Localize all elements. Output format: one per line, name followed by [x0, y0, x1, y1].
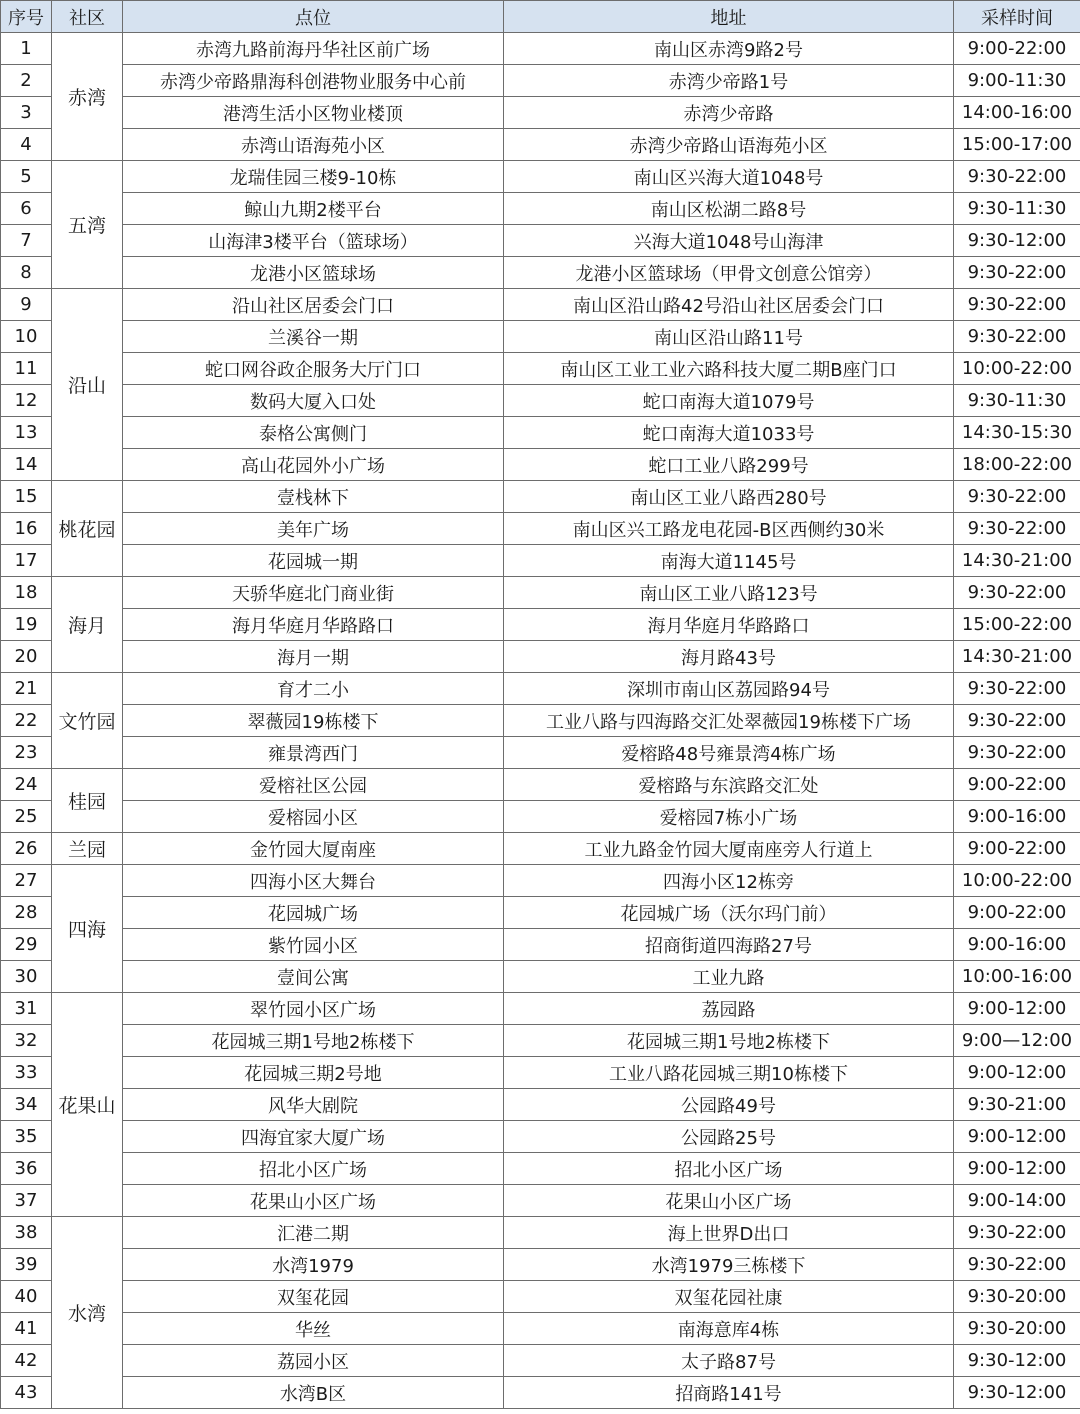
table-row	[1, 673, 1080, 705]
row-index: 11	[1, 353, 52, 385]
point-name: 高山花园外小广场	[123, 449, 504, 481]
address: 赤湾少帝路1号	[504, 65, 954, 97]
sampling-time: 10:00-22:00	[954, 865, 1080, 897]
sampling-time: 9:30-20:00	[954, 1281, 1080, 1313]
row-index: 35	[1, 1121, 52, 1153]
address: 龙港小区篮球场（甲骨文创意公馆旁）	[504, 257, 954, 289]
sampling-time: 9:30-11:30	[954, 385, 1080, 417]
address: 南山区沿山路11号	[504, 321, 954, 353]
table-row	[1, 801, 1080, 833]
point-name: 龙瑞佳园三楼9-10栋	[123, 161, 504, 193]
address: 招北小区广场	[504, 1153, 954, 1185]
sampling-time: 9:00-12:00	[954, 1057, 1080, 1089]
sampling-time: 9:30-22:00	[954, 577, 1080, 609]
community-name: 花果山	[52, 993, 123, 1217]
table-row	[1, 97, 1080, 129]
sampling-time: 14:00-16:00	[954, 97, 1080, 129]
table-row	[1, 737, 1080, 769]
point-name: 花园城三期1号地2栋楼下	[123, 1025, 504, 1057]
table-row	[1, 1313, 1080, 1345]
sampling-time: 9:30-22:00	[954, 1249, 1080, 1281]
point-name: 花园城一期	[123, 545, 504, 577]
table-row	[1, 161, 1080, 193]
table-row	[1, 609, 1080, 641]
point-name: 壹栈林下	[123, 481, 504, 513]
address: 太子路87号	[504, 1345, 954, 1377]
sampling-time: 9:30-20:00	[954, 1313, 1080, 1345]
point-name: 壹间公寓	[123, 961, 504, 993]
table-row	[1, 1249, 1080, 1281]
address: 公园路49号	[504, 1089, 954, 1121]
row-index: 17	[1, 545, 52, 577]
address: 南山区赤湾9路2号	[504, 33, 954, 65]
address: 南海意库4栋	[504, 1313, 954, 1345]
sampling-time: 10:00-22:00	[954, 353, 1080, 385]
sampling-time: 15:00-17:00	[954, 129, 1080, 161]
point-name: 四海小区大舞台	[123, 865, 504, 897]
point-name: 花园城三期2号地	[123, 1057, 504, 1089]
row-index: 1	[1, 33, 52, 65]
table-row	[1, 417, 1080, 449]
row-index: 14	[1, 449, 52, 481]
sampling-time: 9:30-21:00	[954, 1089, 1080, 1121]
address: 花果山小区广场	[504, 1185, 954, 1217]
table-row	[1, 833, 1080, 865]
table-row	[1, 1089, 1080, 1121]
point-name: 招北小区广场	[123, 1153, 504, 1185]
table-row	[1, 961, 1080, 993]
table-row	[1, 289, 1080, 321]
row-index: 12	[1, 385, 52, 417]
row-index: 40	[1, 1281, 52, 1313]
point-name: 赤湾九路前海丹华社区前广场	[123, 33, 504, 65]
sampling-time: 9:00-12:00	[954, 1121, 1080, 1153]
address: 赤湾少帝路	[504, 97, 954, 129]
row-index: 21	[1, 673, 52, 705]
table-row	[1, 225, 1080, 257]
community-name: 沿山	[52, 289, 123, 481]
row-index: 30	[1, 961, 52, 993]
row-index: 23	[1, 737, 52, 769]
table-row	[1, 1345, 1080, 1377]
sampling-time: 9:30-22:00	[954, 481, 1080, 513]
point-name: 海月华庭月华路路口	[123, 609, 504, 641]
sampling-time: 9:00-22:00	[954, 33, 1080, 65]
row-index: 9	[1, 289, 52, 321]
community-name: 赤湾	[52, 33, 123, 161]
address: 海月路43号	[504, 641, 954, 673]
row-index: 2	[1, 65, 52, 97]
table-body	[1, 33, 1080, 1409]
address: 花园城广场（沃尔玛门前）	[504, 897, 954, 929]
row-index: 5	[1, 161, 52, 193]
community-name: 五湾	[52, 161, 123, 289]
point-name: 翠薇园19栋楼下	[123, 705, 504, 737]
address: 花园城三期1号地2栋楼下	[504, 1025, 954, 1057]
table-row	[1, 1153, 1080, 1185]
table-row	[1, 321, 1080, 353]
header-row	[1, 1, 1080, 33]
community-name: 四海	[52, 865, 123, 993]
community-name: 文竹园	[52, 673, 123, 769]
point-name: 爱榕园小区	[123, 801, 504, 833]
sampling-time: 9:00-16:00	[954, 929, 1080, 961]
sampling-time: 9:30-22:00	[954, 1217, 1080, 1249]
row-index: 38	[1, 1217, 52, 1249]
address: 深圳市南山区荔园路94号	[504, 673, 954, 705]
header-community: 社区	[52, 1, 123, 33]
point-name: 汇港二期	[123, 1217, 504, 1249]
table-row	[1, 1057, 1080, 1089]
address: 南山区兴海大道1048号	[504, 161, 954, 193]
sampling-time: 9:00-22:00	[954, 833, 1080, 865]
table-row	[1, 481, 1080, 513]
sampling-time: 15:00-22:00	[954, 609, 1080, 641]
community-name: 桃花园	[52, 481, 123, 577]
point-name: 华丝	[123, 1313, 504, 1345]
table-row	[1, 545, 1080, 577]
header-sampling-time: 采样时间	[954, 1, 1080, 33]
table-row	[1, 929, 1080, 961]
table-row	[1, 705, 1080, 737]
sampling-time: 9:00-14:00	[954, 1185, 1080, 1217]
address: 南山区松湖二路8号	[504, 193, 954, 225]
table-row	[1, 577, 1080, 609]
address: 南山区工业工业六路科技大厦二期B座门口	[504, 353, 954, 385]
address: 四海小区12栋旁	[504, 865, 954, 897]
address: 荔园路	[504, 993, 954, 1025]
table-row	[1, 993, 1080, 1025]
address: 蛇口工业八路299号	[504, 449, 954, 481]
row-index: 25	[1, 801, 52, 833]
table-row	[1, 1025, 1080, 1057]
header-index: 序号	[1, 1, 52, 33]
community-name: 水湾	[52, 1217, 123, 1409]
sampling-time: 9:30-11:30	[954, 193, 1080, 225]
sampling-time: 9:30-12:00	[954, 225, 1080, 257]
table-row	[1, 513, 1080, 545]
point-name: 翠竹园小区广场	[123, 993, 504, 1025]
row-index: 8	[1, 257, 52, 289]
address: 南海大道1145号	[504, 545, 954, 577]
address: 南山区兴工路龙电花园-B区西侧约30米	[504, 513, 954, 545]
community-name: 桂园	[52, 769, 123, 833]
sampling-time: 9:30-12:00	[954, 1345, 1080, 1377]
row-index: 10	[1, 321, 52, 353]
point-name: 雍景湾西门	[123, 737, 504, 769]
address: 南山区工业八路西280号	[504, 481, 954, 513]
address: 水湾1979三栋楼下	[504, 1249, 954, 1281]
address: 海月华庭月华路路口	[504, 609, 954, 641]
sampling-time: 9:30-22:00	[954, 513, 1080, 545]
point-name: 龙港小区篮球场	[123, 257, 504, 289]
address: 工业八路与四海路交汇处翠薇园19栋楼下广场	[504, 705, 954, 737]
address: 爱榕园7栋小广场	[504, 801, 954, 833]
row-index: 20	[1, 641, 52, 673]
address: 爱榕路48号雍景湾4栋广场	[504, 737, 954, 769]
row-index: 6	[1, 193, 52, 225]
sampling-time: 14:30-21:00	[954, 545, 1080, 577]
sampling-time: 9:30-22:00	[954, 673, 1080, 705]
sampling-time: 14:30-21:00	[954, 641, 1080, 673]
row-index: 43	[1, 1377, 52, 1409]
row-index: 29	[1, 929, 52, 961]
point-name: 紫竹园小区	[123, 929, 504, 961]
row-index: 32	[1, 1025, 52, 1057]
point-name: 天骄华庭北门商业街	[123, 577, 504, 609]
address: 蛇口南海大道1079号	[504, 385, 954, 417]
table-row	[1, 1121, 1080, 1153]
row-index: 41	[1, 1313, 52, 1345]
sampling-time: 9:30-12:00	[954, 1377, 1080, 1409]
sampling-time: 9:30-22:00	[954, 289, 1080, 321]
row-index: 18	[1, 577, 52, 609]
row-index: 13	[1, 417, 52, 449]
row-index: 39	[1, 1249, 52, 1281]
point-name: 四海宜家大厦广场	[123, 1121, 504, 1153]
table-row	[1, 65, 1080, 97]
address: 双玺花园社康	[504, 1281, 954, 1313]
row-index: 33	[1, 1057, 52, 1089]
address: 工业八路花园城三期10栋楼下	[504, 1057, 954, 1089]
point-name: 金竹园大厦南座	[123, 833, 504, 865]
table-row	[1, 897, 1080, 929]
address: 公园路25号	[504, 1121, 954, 1153]
point-name: 风华大剧院	[123, 1089, 504, 1121]
row-index: 19	[1, 609, 52, 641]
row-index: 31	[1, 993, 52, 1025]
row-index: 37	[1, 1185, 52, 1217]
table-row	[1, 1185, 1080, 1217]
point-name: 双玺花园	[123, 1281, 504, 1313]
point-name: 育才二小	[123, 673, 504, 705]
point-name: 泰格公寓侧门	[123, 417, 504, 449]
sampling-time: 9:30-22:00	[954, 321, 1080, 353]
sampling-time: 9:30-22:00	[954, 737, 1080, 769]
row-index: 34	[1, 1089, 52, 1121]
sampling-time: 9:30-22:00	[954, 705, 1080, 737]
table-row	[1, 1281, 1080, 1313]
table-row	[1, 33, 1080, 65]
point-name: 海月一期	[123, 641, 504, 673]
address: 赤湾少帝路山语海苑小区	[504, 129, 954, 161]
point-name: 花园城广场	[123, 897, 504, 929]
row-index: 16	[1, 513, 52, 545]
sampling-time: 9:00-22:00	[954, 897, 1080, 929]
row-index: 7	[1, 225, 52, 257]
sampling-time: 14:30-15:30	[954, 417, 1080, 449]
row-index: 27	[1, 865, 52, 897]
sampling-time: 9:00-16:00	[954, 801, 1080, 833]
point-name: 港湾生活小区物业楼顶	[123, 97, 504, 129]
community-name: 兰园	[52, 833, 123, 865]
point-name: 数码大厦入口处	[123, 385, 504, 417]
table-row	[1, 865, 1080, 897]
address: 工业九路	[504, 961, 954, 993]
address: 爱榕路与东滨路交汇处	[504, 769, 954, 801]
point-name: 沿山社区居委会门口	[123, 289, 504, 321]
point-name: 水湾1979	[123, 1249, 504, 1281]
sampling-time: 9:30-22:00	[954, 257, 1080, 289]
point-name: 花果山小区广场	[123, 1185, 504, 1217]
sampling-time: 9:00-22:00	[954, 769, 1080, 801]
point-name: 山海津3楼平台（篮球场）	[123, 225, 504, 257]
row-index: 24	[1, 769, 52, 801]
row-index: 36	[1, 1153, 52, 1185]
table-row	[1, 1377, 1080, 1409]
address: 工业九路金竹园大厦南座旁人行道上	[504, 833, 954, 865]
table-row	[1, 449, 1080, 481]
table-row	[1, 353, 1080, 385]
sampling-time: 9:00-11:30	[954, 65, 1080, 97]
point-name: 荔园小区	[123, 1345, 504, 1377]
address: 蛇口南海大道1033号	[504, 417, 954, 449]
table-row	[1, 385, 1080, 417]
sampling-time: 9:00-12:00	[954, 993, 1080, 1025]
table-row	[1, 1217, 1080, 1249]
address: 兴海大道1048号山海津	[504, 225, 954, 257]
sampling-time: 9:00-12:00	[954, 1153, 1080, 1185]
header-point: 点位	[123, 1, 504, 33]
row-index: 22	[1, 705, 52, 737]
table-row	[1, 193, 1080, 225]
sampling-time: 9:30-22:00	[954, 161, 1080, 193]
sampling-time: 9:00—12:00	[954, 1025, 1080, 1057]
address: 南山区沿山路42号沿山社区居委会门口	[504, 289, 954, 321]
table-row	[1, 129, 1080, 161]
sampling-time: 18:00-22:00	[954, 449, 1080, 481]
community-name: 海月	[52, 577, 123, 673]
row-index: 4	[1, 129, 52, 161]
point-name: 兰溪谷一期	[123, 321, 504, 353]
table-row	[1, 641, 1080, 673]
point-name: 水湾B区	[123, 1377, 504, 1409]
row-index: 42	[1, 1345, 52, 1377]
row-index: 26	[1, 833, 52, 865]
header-address: 地址	[504, 1, 954, 33]
point-name: 蛇口网谷政企服务大厅门口	[123, 353, 504, 385]
address: 南山区工业八路123号	[504, 577, 954, 609]
sampling-time: 10:00-16:00	[954, 961, 1080, 993]
row-index: 3	[1, 97, 52, 129]
table-row	[1, 257, 1080, 289]
point-name: 美年广场	[123, 513, 504, 545]
point-name: 赤湾少帝路鼎海科创港物业服务中心前	[123, 65, 504, 97]
point-name: 鲸山九期2楼平台	[123, 193, 504, 225]
address: 招商街道四海路27号	[504, 929, 954, 961]
row-index: 28	[1, 897, 52, 929]
row-index: 15	[1, 481, 52, 513]
table-row	[1, 769, 1080, 801]
point-name: 爱榕社区公园	[123, 769, 504, 801]
point-name: 赤湾山语海苑小区	[123, 129, 504, 161]
address: 海上世界D出口	[504, 1217, 954, 1249]
address: 招商路141号	[504, 1377, 954, 1409]
